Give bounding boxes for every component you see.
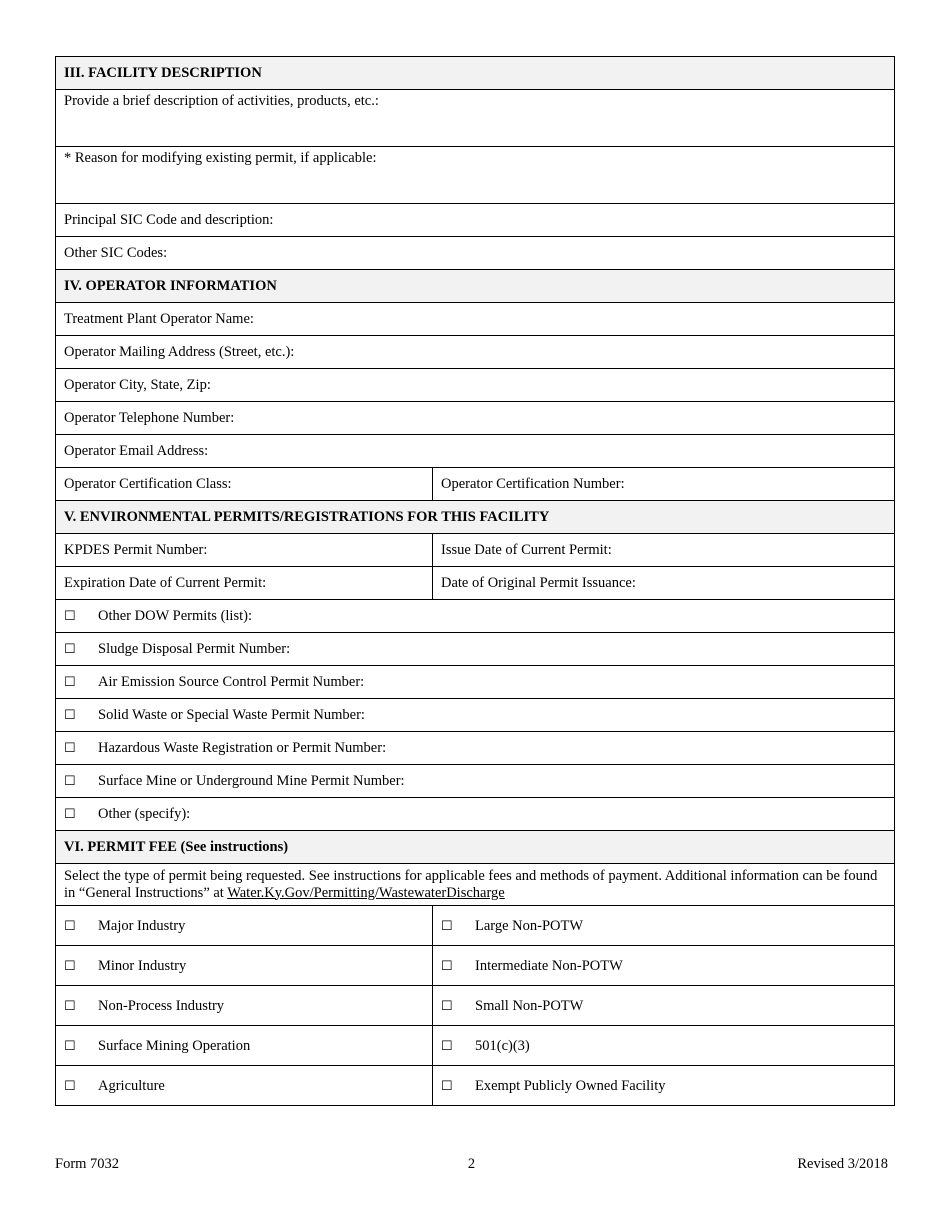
- fee-option-label: Large Non-POTW: [475, 917, 584, 934]
- issue-date-field[interactable]: Issue Date of Current Permit:: [433, 534, 895, 567]
- section-environmental-permits: V. ENVIRONMENTAL PERMITS/REGISTRATIONS FOR THIS FACILITY: [56, 501, 895, 534]
- operator-email-field[interactable]: Operator Email Address:: [56, 435, 895, 468]
- checkbox[interactable]: ☐: [64, 1077, 76, 1093]
- fee-option-right[interactable]: [433, 1026, 895, 1066]
- checkbox[interactable]: ☐: [64, 997, 76, 1013]
- checkbox[interactable]: ☐: [441, 997, 453, 1013]
- fee-instructions-text: Select the type of permit being requested. See instructions for applicable fees and methods of payment. Additional information can be found in “General Instructions” at: [64, 867, 878, 901]
- fee-option-right[interactable]: [433, 906, 895, 946]
- form-number: Form 7032: [55, 1156, 120, 1172]
- original-issuance-date-field[interactable]: Date of Original Permit Issuance:: [433, 567, 895, 600]
- fee-option-left[interactable]: [56, 946, 433, 986]
- permit-checkbox-row[interactable]: [56, 633, 895, 666]
- permit-checkbox-label: Surface Mine or Underground Mine Permit Number:: [98, 773, 405, 789]
- permit-checkbox-label: Air Emission Source Control Permit Number:: [98, 674, 365, 690]
- checkbox[interactable]: ☐: [64, 806, 76, 821]
- operator-mailing-address-field[interactable]: Operator Mailing Address (Street, etc.):: [56, 336, 895, 369]
- checkbox[interactable]: ☐: [64, 674, 76, 689]
- fee-option-right[interactable]: [433, 1066, 895, 1106]
- checkbox[interactable]: ☐: [441, 917, 453, 933]
- fee-option-left[interactable]: [56, 906, 433, 946]
- permit-checkbox-label: Other DOW Permits (list):: [98, 608, 252, 624]
- checkbox[interactable]: ☐: [441, 957, 453, 973]
- fee-option-label: Non-Process Industry: [98, 997, 225, 1014]
- checkbox[interactable]: ☐: [64, 1037, 76, 1053]
- fee-option-label: 501(c)(3): [475, 1037, 530, 1054]
- fee-option-left[interactable]: [56, 1066, 433, 1106]
- fee-option-label: Minor Industry: [98, 957, 187, 974]
- section-permit-fee: VI. PERMIT FEE (See instructions): [56, 831, 895, 864]
- checkbox[interactable]: ☐: [64, 608, 76, 623]
- checkbox[interactable]: ☐: [64, 957, 76, 973]
- expiration-date-field[interactable]: Expiration Date of Current Permit:: [56, 567, 433, 600]
- permit-checkbox-row[interactable]: [56, 699, 895, 732]
- other-sic-field[interactable]: Other SIC Codes:: [56, 237, 895, 270]
- permit-checkbox-row[interactable]: [56, 600, 895, 633]
- checkbox[interactable]: ☐: [64, 641, 76, 656]
- checkbox[interactable]: ☐: [441, 1037, 453, 1053]
- fee-instructions: [56, 864, 895, 906]
- checkbox[interactable]: ☐: [64, 773, 76, 788]
- fee-option-label: Major Industry: [98, 917, 186, 934]
- permit-checkbox-row[interactable]: [56, 798, 895, 831]
- fee-option-left[interactable]: [56, 986, 433, 1026]
- permit-checkbox-label: Other (specify):: [98, 806, 191, 822]
- fee-option-label: Exempt Publicly Owned Facility: [475, 1077, 666, 1094]
- fee-option-right[interactable]: [433, 986, 895, 1026]
- permit-checkbox-row[interactable]: [56, 732, 895, 765]
- operator-name-field[interactable]: Treatment Plant Operator Name:: [56, 303, 895, 336]
- permit-checkbox-label: Solid Waste or Special Waste Permit Number:: [98, 707, 365, 723]
- permit-form-table: [55, 56, 895, 1106]
- section-operator-information: IV. OPERATOR INFORMATION: [56, 270, 895, 303]
- operator-cert-class-field[interactable]: Operator Certification Class:: [56, 468, 433, 501]
- operator-city-state-zip-field[interactable]: Operator City, State, Zip:: [56, 369, 895, 402]
- section-facility-description: III. FACILITY DESCRIPTION: [56, 57, 895, 90]
- checkbox[interactable]: ☐: [441, 1077, 453, 1093]
- principal-sic-field[interactable]: Principal SIC Code and description:: [56, 204, 895, 237]
- fee-option-label: Small Non-POTW: [475, 997, 584, 1014]
- fee-option-left[interactable]: [56, 1026, 433, 1066]
- fee-option-right[interactable]: [433, 946, 895, 986]
- checkbox[interactable]: ☐: [64, 740, 76, 755]
- permit-checkbox-row[interactable]: [56, 765, 895, 798]
- revision-date: Revised 3/2018: [797, 1156, 888, 1172]
- page-number: 2: [467, 1156, 476, 1172]
- checkbox[interactable]: ☐: [64, 707, 76, 722]
- instructions-link[interactable]: Water.Ky.Gov/Permitting/WastewaterDischarge: [227, 884, 505, 901]
- checkbox[interactable]: ☐: [64, 917, 76, 933]
- fee-option-label: Surface Mining Operation: [98, 1037, 251, 1054]
- facility-description-field[interactable]: Provide a brief description of activities, products, etc.:: [56, 90, 895, 147]
- permit-checkbox-label: Hazardous Waste Registration or Permit Number:: [98, 740, 387, 756]
- fee-option-label: Agriculture: [98, 1077, 165, 1094]
- operator-cert-number-field[interactable]: Operator Certification Number:: [433, 468, 895, 501]
- fee-option-label: Intermediate Non-POTW: [475, 957, 623, 974]
- modification-reason-field[interactable]: * Reason for modifying existing permit, if applicable:: [56, 147, 895, 204]
- permit-checkbox-label: Sludge Disposal Permit Number:: [98, 641, 291, 657]
- operator-telephone-field[interactable]: Operator Telephone Number:: [56, 402, 895, 435]
- permit-checkbox-row[interactable]: [56, 666, 895, 699]
- kpdes-permit-number-field[interactable]: KPDES Permit Number:: [56, 534, 433, 567]
